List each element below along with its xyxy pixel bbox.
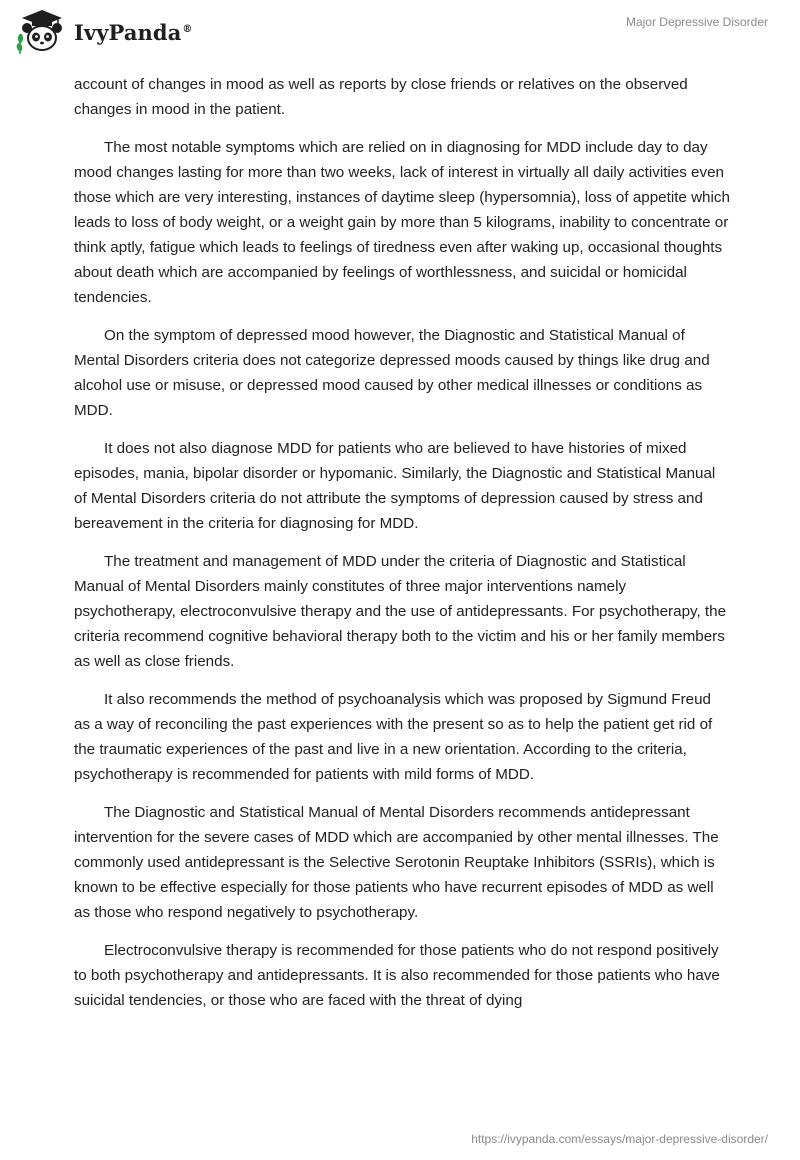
registered-mark: ® bbox=[182, 23, 193, 35]
paragraph: account of changes in mood as well as reports by close friends or relatives on the observed changes in mood in the patient. bbox=[74, 76, 688, 118]
paragraph: It does not also diagnose MDD for patients who are believed to have histories of mixed episodes, mania, bipolar disorder or hypomanic. Similarly, the Diagnostic and Statistical Manual of Mental Disorders criteria do not attribute the symptoms of depression caused by stress and bereavement in the criteria for diagnosing for MDD. bbox=[74, 440, 716, 532]
brand-name bbox=[74, 7, 193, 56]
page-header bbox=[0, 0, 800, 64]
paragraph: On the symptom of depressed mood however, the Diagnostic and Statistical Manual of Mental Disorders criteria does not categorize depressed moods caused by things like drug and alcohol use or misuse, or depressed mood caused by other medical illnesses or conditions as MDD. bbox=[74, 327, 710, 419]
panda-graduate-logo-icon bbox=[14, 8, 66, 54]
footer-url-link[interactable]: https://ivypanda.com/essays/major-depressive-disorder/ bbox=[471, 1132, 768, 1146]
paragraph: Electroconvulsive therapy is recommended for those patients who do not respond positively to both psychotherapy and antidepressants. It is also recommended for those patients who have suicidal tendencies, or those who are faced with the threat of dying bbox=[74, 942, 720, 1009]
brand-name-text: IvyPanda bbox=[74, 19, 182, 45]
paragraph: The treatment and management of MDD under the criteria of Diagnostic and Statistical Manual of Mental Disorders mainly constitutes of three major interventions namely psychotherapy, electroconvulsive therapy and the use of antidepressants. For psychotherapy, the criteria recommend cognitive behavioral therapy both to the victim and his or her family members as well as close friends. bbox=[74, 553, 727, 670]
brand-logo[interactable] bbox=[14, 8, 193, 54]
paragraph: The Diagnostic and Statistical Manual of Mental Disorders recommends antidepressant intervention for the severe cases of MDD which are accompanied by other mental illnesses. The commonly used antidepressant is the Selective Serotonin Reuptake Inhibitors (SSRIs), which is known to be effective especially for those patients who have recurrent episodes of MDD as well as those who respond negatively to psychotherapy. bbox=[74, 804, 719, 921]
document-title: Major Depressive Disorder bbox=[625, 15, 768, 29]
essay-body bbox=[74, 72, 730, 1026]
paragraph: It also recommends the method of psychoanalysis which was proposed by Sigmund Freud as a way of reconciling the past experiences with the present so as to help the patient get rid of the traumatic experiences of the past and live in a new orientation. According to the criteria, psychotherapy is recommended for patients with mild forms of MDD. bbox=[74, 691, 713, 783]
paragraph: The most notable symptoms which are relied on in diagnosing for MDD include day to day mood changes lasting for more than two weeks, lack of interest in virtually all daily activities even those which are very interesting, instances of daytime sleep (hypersomnia), loss of appetite which leads to loss of body weight, or a weight gain by more than 5 kilograms, inability to concentrate or think aptly, fatigue which leads to feelings of tiredness even after waking up, occasional thoughts about death which are accompanied by feelings of worthlessness, and suicidal or homicidal tendencies. bbox=[74, 139, 730, 306]
